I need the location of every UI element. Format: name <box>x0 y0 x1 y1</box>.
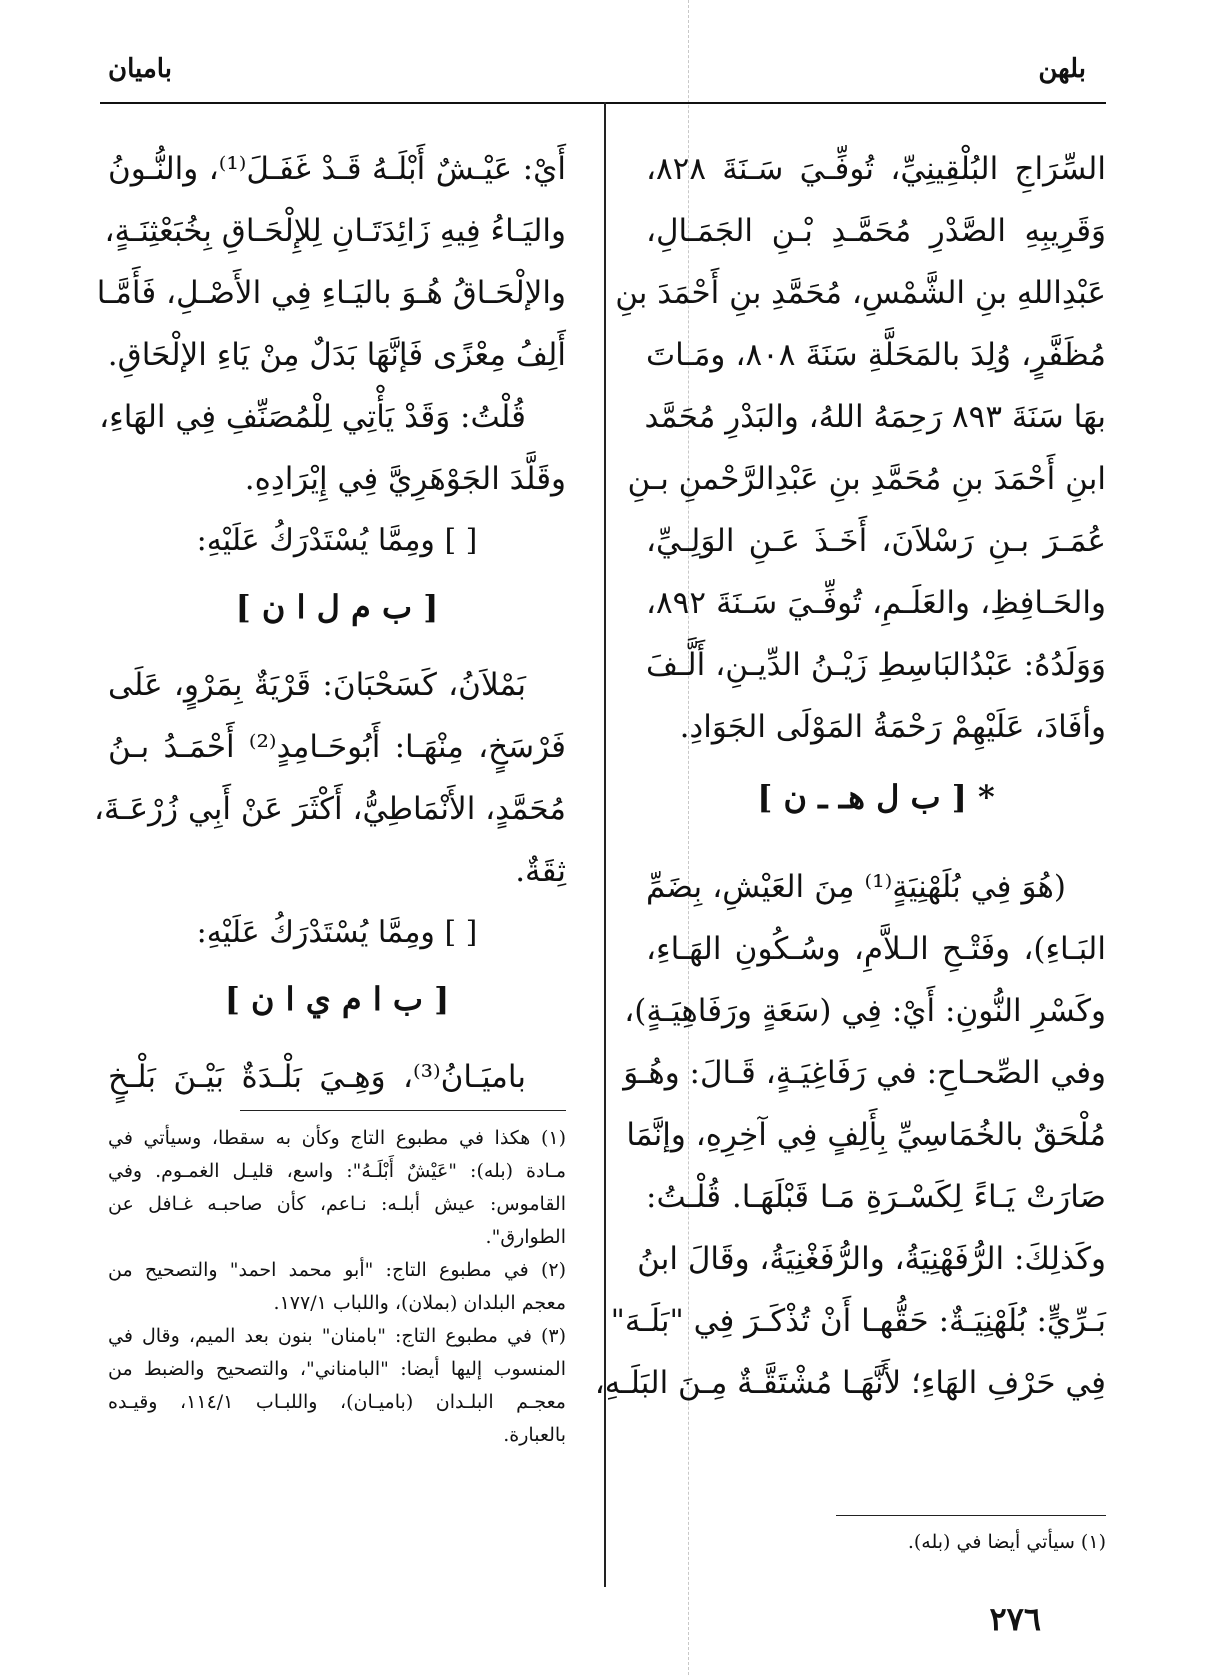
footnote-line: المنسوب إليها أيضا: "البامناني"، والتصحيح والضبط من <box>108 1358 566 1380</box>
mustadrak-line: [ ] ومِمَّا يُسْتَدْرَكُ عَلَيْهِ: <box>196 915 478 950</box>
text-line: وكَسْرِ النُّونِ: أَيْ: فِي (سَعَةٍ ورَفَاهِيَـةٍ)، <box>624 993 1106 1029</box>
entry-heading: [ ب م ل ا ن ] <box>235 588 439 626</box>
entry-heading: [ ب ا م ي ا ن ] <box>224 980 450 1018</box>
footnote-line: معجـم البلـدان (باميـان)، واللبـاب ١١٤/١، وقيـده <box>108 1391 566 1413</box>
footnote-line: القاموس: عيش أبلـه: نـاعم، كأن صاحبـه غـافل عن <box>108 1193 566 1215</box>
footnote-rule-left <box>240 1110 566 1111</box>
footnote-line: (١) سيأتي أيضا في (بله). <box>907 1531 1106 1553</box>
entry-heading: * [ ب ل هـ ـ ن ] <box>757 778 995 816</box>
footnote-line: معجم البلدان (بملان)، واللباب ١٧٧/١. <box>273 1292 566 1314</box>
header-rule <box>100 102 1106 104</box>
text-line: مُظَفَّرٍ، وُلِدَ بالمَحَلَّةِ سَنَةَ ٨٠٨، ومَـاتَ <box>646 337 1106 373</box>
footnote-line: مـادة (بله): "عَيْشٌ أَبْلَـهُ": واسع، قليـل الغمـوم. وفي <box>108 1160 566 1182</box>
text-line: وفي الصِّحـاحِ: في رَفَاغِيَـةٍ، قَـالَ: وهُـوَ <box>623 1055 1106 1091</box>
text-line: السِّرَاجِ البُلْقِينِيِّ، تُوفِّـيَ سَـنَةَ ٨٢٨، <box>646 151 1106 187</box>
header-left-word: باميان <box>108 54 172 84</box>
text-line: ابنِ أَحْمَدَ بنِ مُحَمَّدِ بنِ عَبْدِالرَّحْمنِ بـنِ <box>627 461 1106 497</box>
footnote-line: (٢) في مطبوع التاج: "أبو محمد احمد" والتصحيح من <box>108 1259 566 1281</box>
text-line: باميَـانُ⁽³⁾، وَهِـيَ بَلْـدَةٌ بَيْـنَ بَلْـخٍ <box>108 1059 526 1095</box>
text-line: أَيْ: عَيْـشٌ أَبْلَـهُ قَـدْ غَفَـلَ⁽¹⁾، والنُّـونُ <box>108 151 566 187</box>
text-line: وكَذلِكَ: الرُّفَهْنِيَةُ، والرُّفَغْنِيَةُ، وقَالَ ابنُ <box>637 1241 1106 1277</box>
text-line: (هُوَ فِي بُلَهْنِيَةٍ⁽¹⁾ مِنَ العَيْشِ، بِضَمِّ <box>646 869 1066 905</box>
text-line: ثِقَةٌ. <box>515 853 566 889</box>
footnotes-right <box>646 1526 1106 1559</box>
text-line: عَبْدِاللهِ بنِ الشَّمْسِ، مُحَمَّدِ بنِ أَحْمَدَ بنِ <box>615 275 1106 311</box>
footnotes-left <box>108 1122 566 1452</box>
text-line: والإلْحَـاقُ هُـوَ باليَـاءِ فِي الأَصْـلِ، فَأَمَّـا <box>96 275 566 311</box>
text-line: بَـرِّيٍّ: بُلَهْنِيَـةٌ: حَقُّهـا أَنْ تُذْكَـرَ فِي "بَلَـهَ" <box>610 1303 1106 1339</box>
right-column <box>594 138 1106 1414</box>
footnote-line: بالعبارة. <box>503 1424 566 1446</box>
page-number: ٢٧٦ <box>989 1600 1041 1638</box>
mustadrak-line: [ ] ومِمَّا يُسْتَدْرَكُ عَلَيْهِ: <box>196 523 478 558</box>
text-line: بهَا سَنَةَ ٨٩٣ رَحِمَهُ اللهُ، والبَدْرِ مُحَمَّد <box>644 399 1106 435</box>
text-line: وَوَلَدُهُ: عَبْدُالبَاسِطِ زَيْـنُ الدِّيـنِ، أَلَّـفَ <box>646 647 1106 683</box>
text-line: أَلِفُ مِعْزًى فَإنَّهَا بَدَلٌ مِنْ يَاءِ الإلْحَاقِ. <box>107 337 566 373</box>
text-line: البَـاءِ)، وفَتْـحِ الـلاَّمِ، وسُـكُونِ الهَـاءِ، <box>646 931 1106 967</box>
text-line: صَارَتْ يَـاءً لِكَسْـرَةِ مَـا قَبْلَهَـا. قُلْـتُ: <box>646 1179 1106 1215</box>
text-line: وقَلَّدَ الجَوْهَرِيَّ فِي إِيْرَادِهِ. <box>244 461 566 497</box>
text-line: وَقَرِيبِهِ الصَّدْرِ مُحَمَّـدِ بْـنِ الجَمَـالِ، <box>646 213 1106 249</box>
text-line: والحَـافِظِ، والعَلَـمِ، تُوفِّـيَ سَـنَةَ ٨٩٢، <box>646 585 1106 621</box>
text-line: مُحَمَّدٍ، الأَنْمَاطِيُّ، أَكْثَرَ عَنْ أَبِي زُرْعَـةَ، <box>93 791 566 827</box>
text-line: وأفَادَ، عَلَيْهِمْ رَحْمَةُ المَوْلَى الجَوَادِ. <box>679 709 1106 745</box>
footnote-rule-right <box>836 1515 1106 1516</box>
text-line: فَرْسَخٍ، مِنْهَـا: أَبُوحَـامِدٍ⁽²⁾ أَحْمَـدُ بـنُ <box>108 729 566 765</box>
text-line: مُلْحَقٌ بالخُمَاسِيِّ بِأَلِفٍ فِي آخِرِهِ، وإنَّمَا <box>626 1117 1106 1153</box>
footnote-line: الطوارق". <box>485 1226 566 1248</box>
text-line: بَمْلاَنُ، كَسَحْبَانَ: قَرْيَةٌ بِمَرْوٍ، عَلَى <box>108 667 526 703</box>
text-line: فِي حَرْفِ الهَاءِ؛ لأَنَّهَـا مُشْتَقَّـةٌ مِـنَ البَلَـهِ، <box>594 1365 1106 1401</box>
header-right-word: بلهن <box>1038 54 1086 84</box>
text-line: قُلْتُ: وَقَدْ يَأْتِي لِلْمُصَنِّفِ فِي الهَاءِ، <box>99 399 526 435</box>
left-column <box>93 138 566 1108</box>
footnote-line: (١) هكذا في مطبوع التاج وكأن به سقطا، وسيأتي في <box>108 1127 566 1149</box>
text-line: عُمَـرَ بـنِ رَسْلاَنَ، أَخَـذَ عَـنِ الوَلِـيِّ، <box>646 523 1106 559</box>
text-line: واليَـاءُ فِيهِ زَائِدَتَـانِ لِلإِلْحَـاقِ بِخُبَعْثِنَـةٍ، <box>104 213 566 249</box>
footnote-line: (٣) في مطبوع التاج: "بامنان" بنون بعد الميم، وقال في <box>108 1325 566 1347</box>
